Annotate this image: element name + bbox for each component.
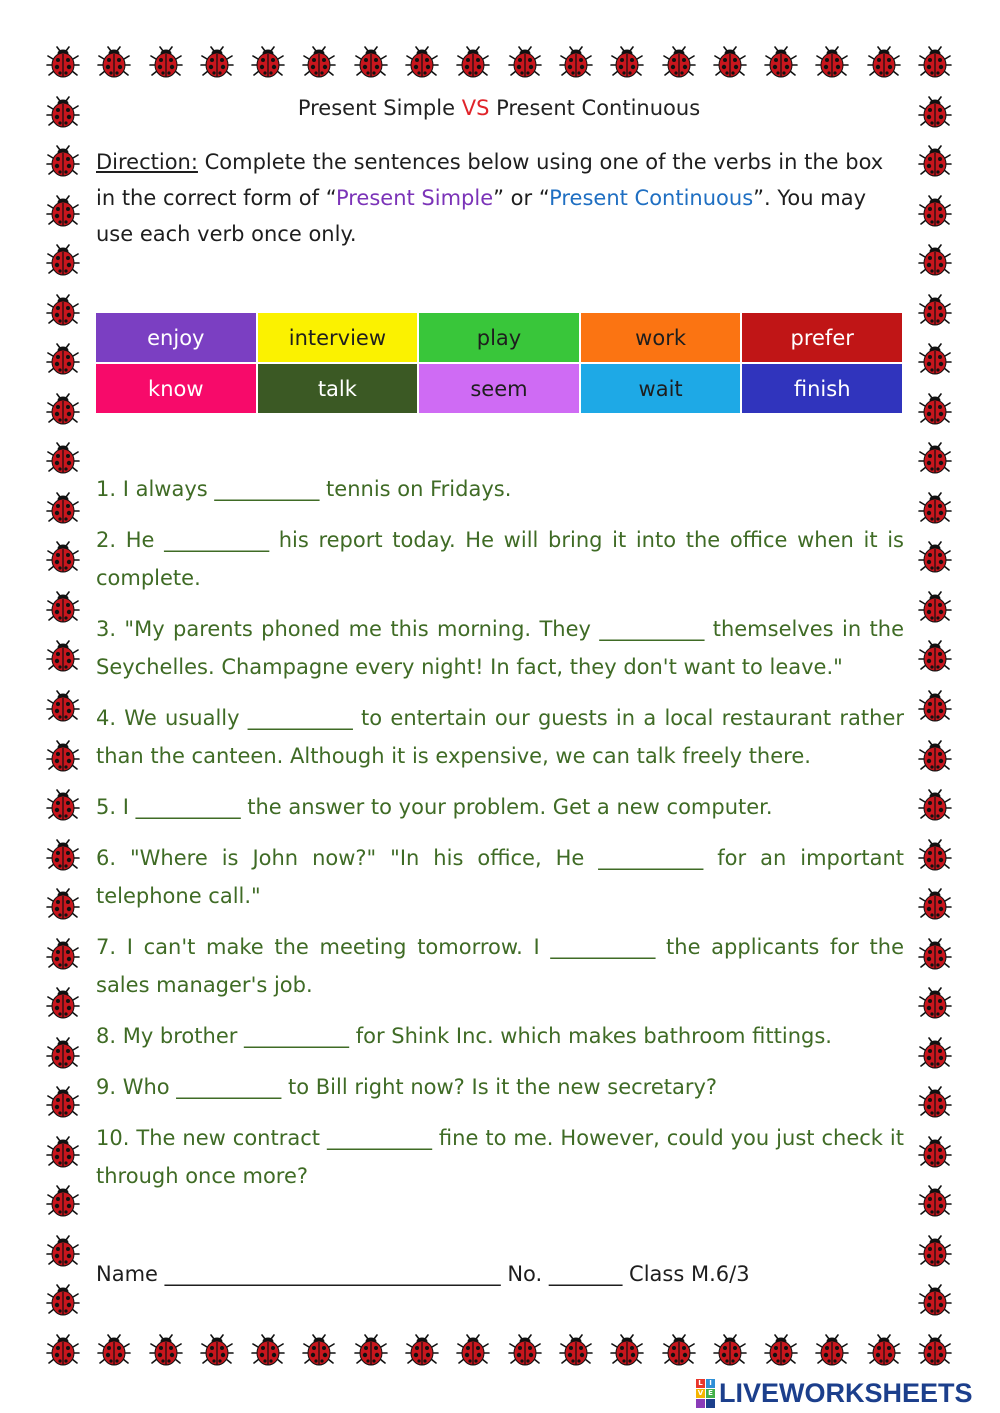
ladybug-icon <box>662 1334 696 1368</box>
ladybug-icon <box>764 1334 798 1368</box>
ladybug-icon <box>815 46 849 80</box>
ladybug-icon <box>200 46 234 80</box>
ladybug-icon <box>918 442 952 476</box>
logo-grid-cell: I <box>706 1379 715 1388</box>
title-vs: VS <box>461 96 490 120</box>
ladybug-icon <box>918 294 952 328</box>
question-item: 7. I can't make the meeting tomorrow. I __________ the applicants for the sales manager's job. <box>96 935 904 997</box>
directions <box>96 144 906 252</box>
ladybug-icon <box>918 938 952 972</box>
ladybug-icon <box>508 1334 542 1368</box>
ladybug-icon <box>251 1334 285 1368</box>
verb-cell: interview <box>258 313 418 362</box>
ladybug-icon <box>918 96 952 130</box>
ladybug-icon <box>918 640 952 674</box>
question-item: 9. Who __________ to Bill right now? Is it the new secretary? <box>96 1075 718 1099</box>
question-item: 5. I __________ the answer to your problem. Get a new computer. <box>96 795 773 819</box>
verb-cell: play <box>419 313 579 362</box>
logo-grid-icon <box>696 1379 715 1408</box>
ladybug-icon <box>46 46 80 80</box>
ladybug-icon <box>46 1235 80 1269</box>
ladybug-icon <box>918 888 952 922</box>
ladybug-icon <box>46 294 80 328</box>
ladybug-icon <box>251 46 285 80</box>
ladybug-icon <box>302 1334 336 1368</box>
ladybug-icon <box>918 393 952 427</box>
logo-text: LIVEWORKSHEETS <box>719 1377 973 1408</box>
logo-grid-cell: L <box>696 1379 705 1388</box>
ladybug-icon <box>354 1334 388 1368</box>
ladybug-icon <box>405 46 439 80</box>
ladybug-icon <box>46 789 80 823</box>
question-item: 2. He __________ his report today. He will bring it into the office when it is complete. <box>96 528 904 590</box>
question-item: 1. I always __________ tennis on Fridays. <box>96 477 512 501</box>
verb-box <box>96 313 902 413</box>
logo-grid-cell <box>706 1399 715 1408</box>
question-list <box>96 470 904 1208</box>
ladybug-icon <box>46 740 80 774</box>
logo-grid-cell <box>696 1399 705 1408</box>
ladybug-icon <box>867 1334 901 1368</box>
question-item: 6. "Where is John now?" "In his office, He __________ for an important telephone call." <box>96 846 904 908</box>
present-simple-label: Present Simple <box>335 186 494 210</box>
ladybug-icon <box>918 1136 952 1170</box>
ladybug-icon <box>713 1334 747 1368</box>
ladybug-icon <box>918 1185 952 1219</box>
ladybug-icon <box>918 343 952 377</box>
ladybug-icon <box>918 1235 952 1269</box>
ladybug-icon <box>97 46 131 80</box>
ladybug-icon <box>46 343 80 377</box>
liveworksheets-logo <box>696 1377 996 1409</box>
direction-text-3: ”. You may use each verb once only. <box>96 186 867 246</box>
verb-cell: know <box>96 364 256 413</box>
ladybug-icon <box>46 690 80 724</box>
ladybug-icon <box>918 541 952 575</box>
ladybug-icon <box>559 46 593 80</box>
ladybug-icon <box>46 839 80 873</box>
ladybug-icon <box>405 1334 439 1368</box>
ladybug-icon <box>46 1185 80 1219</box>
direction-text-1: Complete the sentences below using one of the verbs in the box in the correct form of “ <box>96 150 884 210</box>
ladybug-icon <box>918 987 952 1021</box>
ladybug-icon <box>918 145 952 179</box>
ladybug-icon <box>456 1334 490 1368</box>
ladybug-icon <box>97 1334 131 1368</box>
ladybug-icon <box>918 492 952 526</box>
ladybug-icon <box>559 1334 593 1368</box>
student-info-row <box>96 1262 904 1286</box>
ladybug-icon <box>815 1334 849 1368</box>
logo-grid-cell: V <box>697 1388 704 1397</box>
ladybug-icon <box>46 96 80 130</box>
direction-text-2: ” or “ <box>493 186 550 210</box>
ladybug-icon <box>918 591 952 625</box>
ladybug-icon <box>46 541 80 575</box>
ladybug-icon <box>918 740 952 774</box>
verb-cell: talk <box>258 364 418 413</box>
ladybug-icon <box>46 145 80 179</box>
question-item: 8. My brother __________ for Shink Inc. which makes bathroom fittings. <box>96 1024 832 1048</box>
ladybug-icon <box>918 789 952 823</box>
ladybug-icon <box>46 1284 80 1318</box>
worksheet-title <box>96 96 902 120</box>
ladybug-icon <box>662 46 696 80</box>
ladybug-icon <box>46 195 80 229</box>
verb-cell: prefer <box>742 313 902 362</box>
question-item: 4. We usually __________ to entertain our guests in a local restaurant rather than the canteen. Although it is expensive, we can talk freely there. <box>96 706 904 768</box>
ladybug-icon <box>918 46 952 80</box>
verb-cell: wait <box>581 364 741 413</box>
ladybug-icon <box>46 1334 80 1368</box>
title-part2: Present Continuous <box>489 96 701 120</box>
verb-cell: finish <box>742 364 902 413</box>
ladybug-icon <box>508 46 542 80</box>
ladybug-icon <box>918 1334 952 1368</box>
ladybug-icon <box>46 1086 80 1120</box>
ladybug-icon <box>918 1086 952 1120</box>
ladybug-icon <box>46 244 80 278</box>
ladybug-icon <box>46 640 80 674</box>
logo-grid-cell: E <box>706 1389 715 1398</box>
ladybug-icon <box>149 1334 183 1368</box>
ladybug-icon <box>149 46 183 80</box>
ladybug-icon <box>918 839 952 873</box>
verb-cell: work <box>581 313 741 362</box>
ladybug-icon <box>918 244 952 278</box>
verb-cell: seem <box>419 364 579 413</box>
title-part1: Present Simple <box>297 96 462 120</box>
class-label: Class M.6/3 <box>622 1262 750 1286</box>
ladybug-icon <box>764 46 798 80</box>
present-continuous-label: Present Continuous <box>549 186 754 210</box>
ladybug-icon <box>867 46 901 80</box>
ladybug-icon <box>46 393 80 427</box>
ladybug-icon <box>918 1284 952 1318</box>
ladybug-icon <box>46 591 80 625</box>
ladybug-icon <box>610 1334 644 1368</box>
number-field[interactable]: No. _______ <box>500 1262 623 1286</box>
question-item: 3. "My parents phoned me this morning. They __________ themselves in the Seychelles. Champagne every night! In fact, they don't want to leave." <box>96 617 904 679</box>
name-field[interactable]: Name ________________________________ <box>96 1262 501 1286</box>
ladybug-icon <box>46 938 80 972</box>
ladybug-icon <box>302 46 336 80</box>
ladybug-icon <box>46 1037 80 1071</box>
ladybug-icon <box>918 1037 952 1071</box>
ladybug-icon <box>354 46 388 80</box>
ladybug-icon <box>46 987 80 1021</box>
direction-label: Direction: <box>96 150 198 174</box>
question-item: 10. The new contract __________ fine to me. However, could you just check it through once more? <box>96 1126 904 1188</box>
ladybug-icon <box>713 46 747 80</box>
ladybug-icon <box>46 1136 80 1170</box>
ladybug-icon <box>456 46 490 80</box>
ladybug-icon <box>46 492 80 526</box>
ladybug-icon <box>46 888 80 922</box>
ladybug-icon <box>46 442 80 476</box>
ladybug-icon <box>200 1334 234 1368</box>
ladybug-icon <box>918 690 952 724</box>
ladybug-icon <box>918 195 952 229</box>
ladybug-icon <box>610 46 644 80</box>
verb-cell: enjoy <box>96 313 256 362</box>
